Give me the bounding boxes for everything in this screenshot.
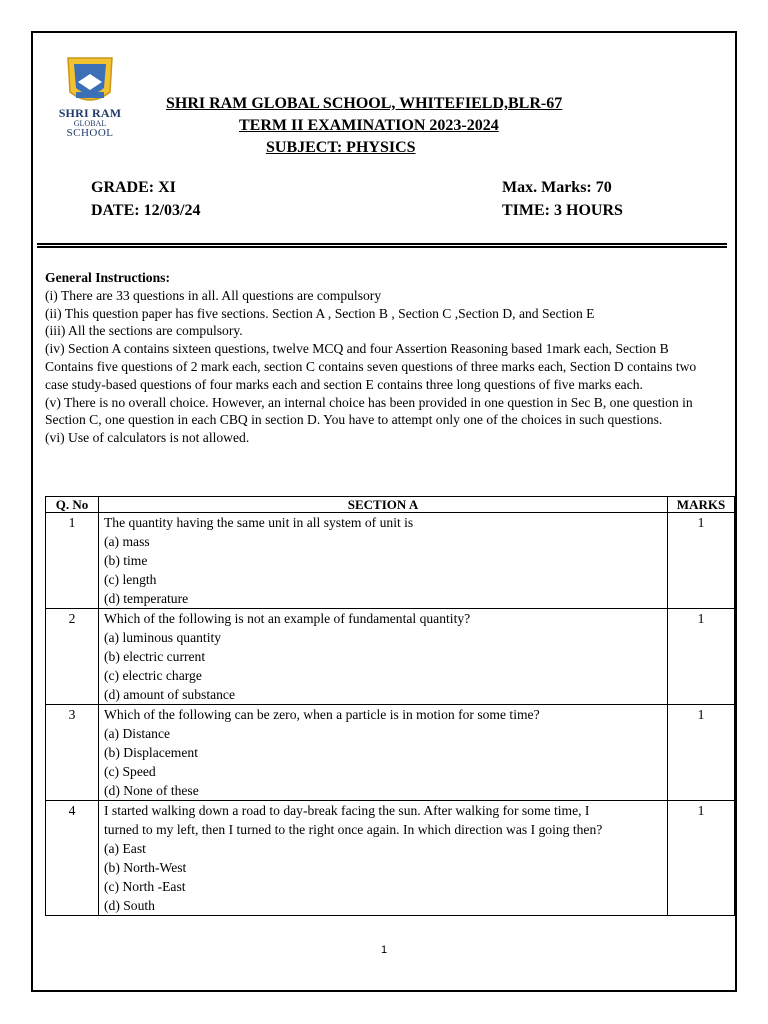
instruction-item: (iii) All the sections are compulsory. — [45, 323, 243, 339]
question-number: 4 — [46, 801, 99, 916]
logo-text-shri-ram: SHRI RAM — [58, 106, 122, 120]
header-qno: Q. No — [46, 497, 99, 513]
header-marks: MARKS — [668, 497, 735, 513]
school-name: SHRI RAM GLOBAL SCHOOL, WHITEFIELD,BLR-67 — [166, 95, 563, 112]
logo-text-global: GLOBAL — [73, 119, 107, 128]
instruction-item: (i) There are 33 questions in all. All questions are compulsory — [45, 287, 382, 303]
option: (c) electric charge — [104, 668, 202, 683]
option: (a) Distance — [104, 726, 171, 741]
option: (a) mass — [104, 534, 150, 549]
subject-title: SUBJECT: PHYSICS — [266, 139, 416, 156]
question-text: Which of the following can be zero, when a particle is in motion for some time? — [104, 707, 540, 722]
exam-date: DATE: 12/03/24 — [91, 202, 201, 219]
question-text: The quantity having the same unit in all system of unit is — [104, 515, 414, 530]
option: (d) amount of substance — [104, 687, 235, 702]
header-divider — [37, 243, 727, 248]
option: (a) East — [104, 841, 146, 856]
question-number: 1 — [46, 513, 99, 609]
option: (d) None of these — [104, 783, 199, 798]
question-cell — [99, 705, 668, 801]
instruction-item: (iv) Section A contains sixteen questions, twelve MCQ and four Assertion Reasoning based 1mark each, Section B Contains five questions of 2 mark each, section C contains seven questions of three marks each, Section D contains two case study-based questions of four marks each and section E contains three long questions of five marks each. — [45, 341, 697, 392]
exam-title: TERM II EXAMINATION 2023-2024 — [239, 117, 499, 134]
question-marks: 1 — [668, 801, 735, 916]
table-row — [46, 513, 735, 609]
option: (b) North-West — [104, 860, 187, 875]
logo-text-school: SCHOOL — [66, 127, 114, 139]
option: (b) electric current — [104, 649, 206, 664]
option: (b) Displacement — [104, 745, 198, 760]
option: (a) luminous quantity — [104, 630, 222, 645]
question-number: 3 — [46, 705, 99, 801]
option: (c) Speed — [104, 764, 156, 779]
table-row — [46, 801, 735, 916]
question-marks: 1 — [668, 513, 735, 609]
option: (c) length — [104, 572, 157, 587]
question-text-line: turned to my left, then I turned to the right once again. In which direction was I going then? — [104, 822, 603, 837]
max-marks: Max. Marks: 70 — [502, 179, 612, 196]
instructions-title: General Instructions: — [45, 270, 170, 285]
question-number: 2 — [46, 609, 99, 705]
general-instructions — [45, 269, 715, 447]
question-marks: 1 — [668, 609, 735, 705]
question-table — [45, 496, 735, 916]
exam-time: TIME: 3 HOURS — [502, 202, 623, 219]
instruction-item: (v) There is no overall choice. However, an internal choice has been provided in one question in Sec B, one question in Section C, one question in each CBQ in section D. You have to attempt only one of the choices in such questions. — [45, 394, 693, 428]
question-text: Which of the following is not an example of fundamental quantity? — [104, 611, 471, 626]
table-row — [46, 609, 735, 705]
option: (d) temperature — [104, 591, 189, 606]
option: (c) North -East — [104, 879, 186, 894]
question-cell — [99, 513, 668, 609]
instruction-item: (vi) Use of calculators is not allowed. — [45, 430, 250, 446]
question-cell — [99, 801, 668, 916]
question-marks: 1 — [668, 705, 735, 801]
table-header-row — [46, 497, 735, 513]
table-row — [46, 705, 735, 801]
option: (b) time — [104, 553, 148, 568]
header-section: SECTION A — [99, 497, 668, 513]
question-cell — [99, 609, 668, 705]
instruction-item: (ii) This question paper has five sections. Section A , Section B , Section C ,Section D, and Section E — [45, 305, 595, 321]
grade: GRADE: XI — [91, 179, 176, 196]
option: (d) South — [104, 898, 155, 913]
question-text-line: I started walking down a road to day-break facing the sun. After walking for some time, I — [104, 803, 590, 818]
page-number: 1 — [380, 944, 388, 956]
